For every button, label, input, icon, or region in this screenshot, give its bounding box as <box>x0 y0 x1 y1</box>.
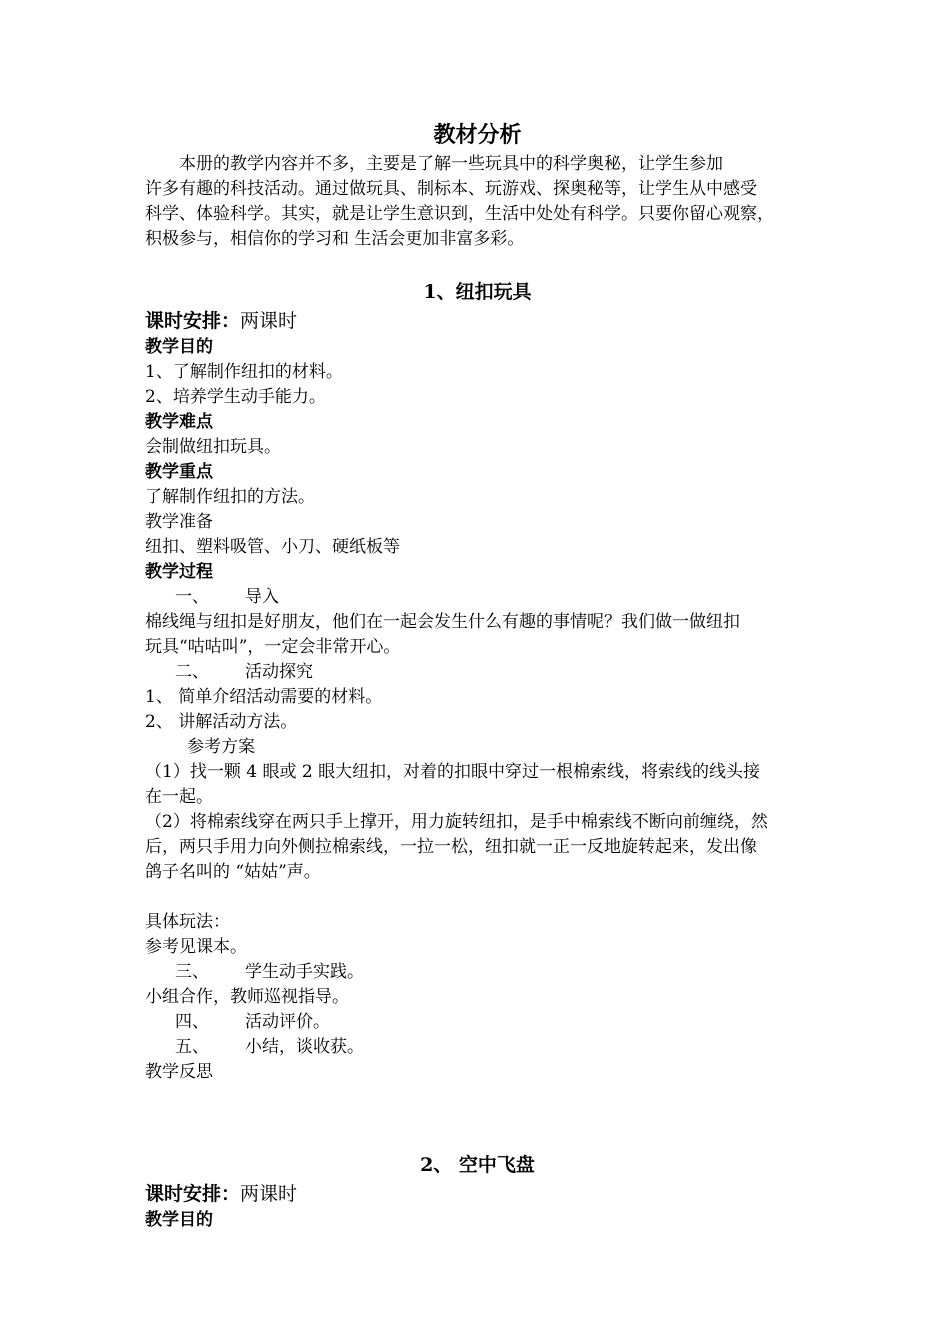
process-heading: 教学过程 <box>145 562 213 582</box>
spacer <box>145 885 810 910</box>
step-3-detail: 小组合作，教师巡视指导。 <box>145 987 349 1007</box>
document-page <box>145 118 810 1233</box>
step-4 <box>145 1010 810 1035</box>
activity-item: 1、 简单介绍活动需要的材料。 <box>145 687 383 707</box>
plan-line: （1）找一颗 4 眼或 2 眼大纽扣，对着的扣眼中穿过一根棉索线，将索线的线头接 <box>145 762 761 782</box>
reflection-heading: 教学反思 <box>145 1062 213 1082</box>
step-number: 五、 <box>175 1037 209 1057</box>
schedule-value: 两课时 <box>240 1183 298 1205</box>
lesson1-title: 1、纽扣玩具 <box>423 281 532 303</box>
spacer <box>145 1085 810 1150</box>
step-number: 四、 <box>175 1012 209 1032</box>
intro-line: 本册的教学内容并不多，主要是了解一些玩具中的科学奥秘，让学生参加 <box>179 154 723 174</box>
goal-heading: 教学目的 <box>145 337 213 357</box>
prep-text: 纽扣、塑料吸管、小刀、硬纸板等 <box>145 537 400 557</box>
schedule-label: 课时安排： <box>145 310 241 332</box>
intro-para-line: 玩具“咕咕叫”，一定会非常开心。 <box>145 637 401 657</box>
step-1 <box>145 585 810 610</box>
lesson2-schedule <box>145 1180 810 1208</box>
play-text: 参考见课本。 <box>145 937 247 957</box>
goal-heading: 教学目的 <box>145 1210 213 1230</box>
lesson2-title: 2、 空中飞盘 <box>420 1154 535 1176</box>
plan-heading: 参考方案 <box>187 737 255 757</box>
step-5 <box>145 1035 810 1060</box>
step-number: 一、 <box>175 587 209 607</box>
plan-line: 在一起。 <box>145 787 213 807</box>
step-text: 活动评价。 <box>245 1012 330 1032</box>
key-text: 了解制作纽扣的方法。 <box>145 487 315 507</box>
intro-line: 科学、体验科学。其实，就是让学生意识到，生活中处处有科学。只要你留心观察， <box>145 204 774 224</box>
step-2 <box>145 660 810 685</box>
step-3 <box>145 960 810 985</box>
step-text: 学生动手实践。 <box>245 962 364 982</box>
step-number: 三、 <box>175 962 209 982</box>
doc-title: 教材分析 <box>433 122 522 148</box>
schedule-value: 两课时 <box>240 310 298 332</box>
prep-heading: 教学准备 <box>145 512 213 532</box>
activity-item: 2、 讲解活动方法。 <box>145 712 298 732</box>
spacer <box>145 252 810 277</box>
step-text: 活动探究 <box>245 662 313 682</box>
plan-line: （2）将棉索线穿在两只手上撑开，用力旋转纽扣，是手中棉索线不断向前缠绕，然 <box>145 812 768 832</box>
intro-line: 积极参与，相信你的学习和 生活会更加非富多彩。 <box>145 229 525 249</box>
step-text: 小结，谈收获。 <box>245 1037 364 1057</box>
plan-line: 鸽子名叫的 “姑姑”声。 <box>145 862 321 882</box>
play-heading: 具体玩法： <box>145 912 230 932</box>
intro-para-line: 棉线绳与纽扣是好朋友，他们在一起会发生什么有趣的事情呢？我们做一做纽扣 <box>145 612 740 632</box>
difficulty-text: 会制做纽扣玩具。 <box>145 437 281 457</box>
plan-line: 后，两只手用力向外侧拉棉索线，一拉一松，纽扣就一正一反地旋转起来，发出像 <box>145 837 757 857</box>
step-text: 导入 <box>245 587 279 607</box>
goal-item: 2、培养学生动手能力。 <box>145 387 326 407</box>
schedule-label: 课时安排： <box>145 1183 241 1205</box>
lesson1-schedule <box>145 307 810 335</box>
goal-item: 1、了解制作纽扣的材料。 <box>145 362 343 382</box>
key-heading: 教学重点 <box>145 462 213 482</box>
difficulty-heading: 教学难点 <box>145 412 213 432</box>
intro-line: 许多有趣的科技活动。通过做玩具、制标本、玩游戏、探奥秘等，让学生从中感受 <box>145 179 757 199</box>
step-number: 二、 <box>175 662 209 682</box>
